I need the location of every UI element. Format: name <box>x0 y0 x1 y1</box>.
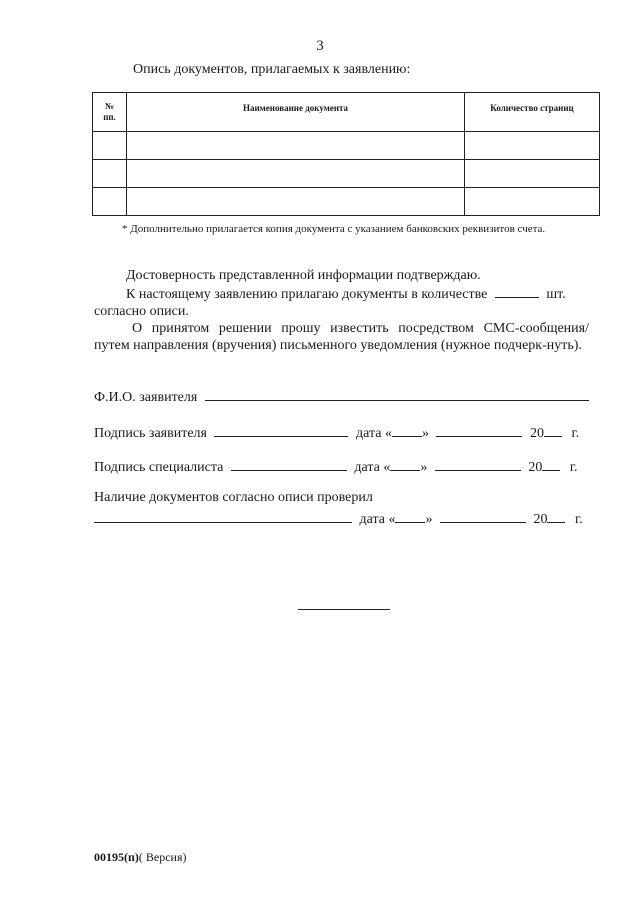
specialist-signature-field[interactable] <box>231 457 347 471</box>
footer-code: 00195(п) <box>94 850 139 864</box>
column-header-number-line1: № <box>104 101 115 111</box>
year-field[interactable] <box>542 457 560 471</box>
applicant-signature-label: Подпись заявителя <box>94 426 207 441</box>
specialist-signature-label: Подпись специалиста <box>94 460 224 475</box>
date-label: дата « <box>354 460 391 475</box>
table-cell-page-count[interactable] <box>465 132 600 160</box>
table-header-row <box>93 93 600 132</box>
attachment-text: К настоящему заявлению прилагаю документы в количестве <box>126 287 488 302</box>
day-field[interactable] <box>392 423 422 437</box>
year-suffix: г. <box>574 512 583 527</box>
attachment-text-continued: согласно описи. <box>94 304 189 319</box>
inventory-heading: Опись документов, прилагаемых к заявлению: <box>133 62 411 77</box>
footer-version: ( Версия) <box>138 850 187 864</box>
table-cell-number[interactable] <box>93 132 127 160</box>
year-prefix: 20 <box>529 426 544 441</box>
applicant-name-field[interactable] <box>205 387 589 401</box>
day-field[interactable] <box>390 457 420 471</box>
date-close-quote: » <box>425 512 433 527</box>
column-header-number <box>93 93 127 132</box>
column-header-page-count: Количество страниц <box>465 93 600 132</box>
month-field[interactable] <box>436 423 522 437</box>
applicant-signature-field[interactable] <box>214 423 348 437</box>
column-header-number-line2: пп. <box>103 112 116 122</box>
year-field[interactable] <box>544 423 562 437</box>
table-row <box>93 160 600 188</box>
end-divider <box>298 609 390 610</box>
bank-details-footnote: * Дополнительно прилагается копия документа с указанием банковских реквизитов счета. <box>122 223 546 235</box>
table-cell-page-count[interactable] <box>465 160 600 188</box>
month-field[interactable] <box>435 457 521 471</box>
documents-table <box>92 92 600 216</box>
applicant-signature-row <box>94 423 594 442</box>
year-suffix: г. <box>569 460 578 475</box>
checked-by-label-row <box>94 490 594 506</box>
date-close-quote: » <box>420 460 428 475</box>
checked-by-signature-row <box>94 509 594 528</box>
day-field[interactable] <box>395 509 425 523</box>
checked-by-signature-field[interactable] <box>94 509 352 523</box>
page-number: 3 <box>316 38 324 54</box>
notification-request: О принятом решении прошу известить посредством СМС-сообщения/ путем направления (вручения) письменного уведомления (нужное подчерк-нуть). <box>94 321 589 353</box>
date-label: дата « <box>355 426 392 441</box>
year-prefix: 20 <box>528 460 543 475</box>
table-cell-page-count[interactable] <box>465 188 600 216</box>
confirmation-statement: Достоверность представленной информации подтверждаю. <box>126 268 481 283</box>
document-count-field[interactable] <box>495 284 539 298</box>
attachment-statement <box>94 284 589 320</box>
attachment-unit: шт. <box>546 287 566 302</box>
applicant-name-label: Ф.И.О. заявителя <box>94 390 198 405</box>
date-label: дата « <box>359 512 396 527</box>
table-row <box>93 188 600 216</box>
table-cell-document-name[interactable] <box>127 132 465 160</box>
table-row <box>93 132 600 160</box>
month-field[interactable] <box>440 509 526 523</box>
specialist-signature-row <box>94 457 594 476</box>
year-field[interactable] <box>547 509 565 523</box>
table-cell-document-name[interactable] <box>127 188 465 216</box>
table-cell-document-name[interactable] <box>127 160 465 188</box>
year-suffix: г. <box>571 426 580 441</box>
column-header-document-name: Наименование документа <box>127 93 465 132</box>
table-cell-number[interactable] <box>93 188 127 216</box>
date-close-quote: » <box>421 426 429 441</box>
checked-by-label: Наличие документов согласно описи проверил <box>94 490 373 505</box>
applicant-name-row <box>94 387 594 406</box>
year-prefix: 20 <box>533 512 548 527</box>
table-cell-number[interactable] <box>93 160 127 188</box>
document-footer <box>94 850 187 865</box>
